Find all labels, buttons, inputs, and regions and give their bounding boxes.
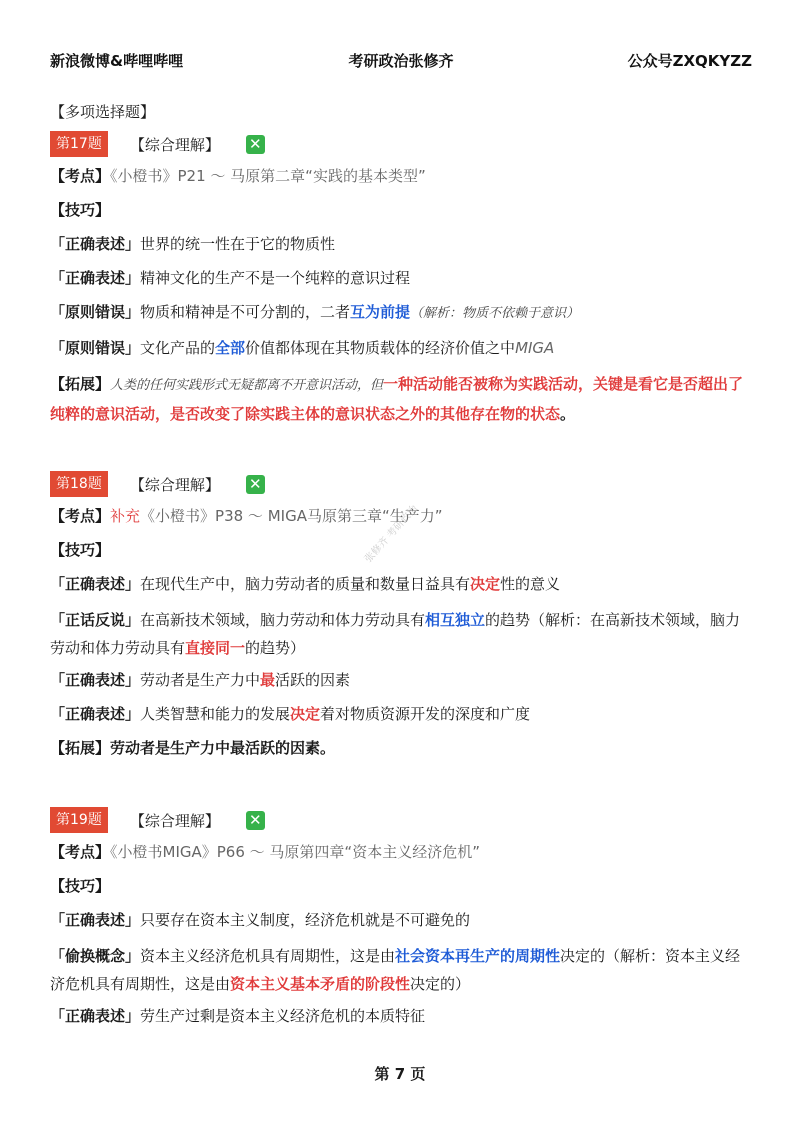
watermark: 张修齐 考研政治 bbox=[362, 503, 421, 566]
kaodian-line bbox=[50, 164, 750, 188]
kaodian-line bbox=[50, 840, 750, 864]
option-item bbox=[50, 908, 750, 932]
question-18-header bbox=[50, 470, 750, 498]
option-item bbox=[50, 572, 750, 596]
header-right: 公众号ZXQKYZZ bbox=[627, 52, 752, 70]
option-text: 价值都体现在其物质载体的经济价值之中 bbox=[245, 339, 516, 357]
option-item bbox=[50, 232, 750, 256]
option-item bbox=[50, 1004, 750, 1028]
option-label: 「正确表述」 bbox=[50, 671, 141, 689]
analysis-note: （解析：物质不依赖于意识） bbox=[410, 306, 580, 321]
question-number-badge: 第17题 bbox=[50, 131, 108, 157]
highlight-text: 相互独立 bbox=[425, 611, 486, 629]
option-text: 只要存在资本主义制度，经济危机就是不可避免的 bbox=[140, 911, 471, 929]
extension-label: 【拓展】 bbox=[50, 739, 111, 757]
extension-text: 人类的任何实践形式无疑都离不开意识活动，但 bbox=[110, 378, 384, 393]
highlight-text: 决定 bbox=[290, 705, 321, 723]
option-text: 资本主义经济危机具有周期性，这是由 bbox=[140, 947, 396, 965]
option-label: 「原则错误」 bbox=[50, 303, 141, 321]
section-title: 【多项选择题】 bbox=[50, 103, 156, 121]
page-number: 第 7 页 bbox=[374, 1065, 426, 1083]
question-19-header bbox=[50, 806, 750, 834]
page-header bbox=[50, 50, 752, 74]
option-text: 活跃的因素 bbox=[275, 671, 351, 689]
option-text: 着对物质资源开发的深度和广度 bbox=[320, 705, 531, 723]
highlight-text: 互为前提 bbox=[350, 303, 411, 321]
option-text: 劳动者是生产力中 bbox=[140, 671, 261, 689]
highlight-text: 决定 bbox=[470, 575, 501, 593]
option-text: 劳生产过剩是资本主义经济危机的本质特征 bbox=[140, 1007, 426, 1025]
kaodian-text: 《小橙书》P21 ～ 马原第二章“实践的基本类型” bbox=[110, 167, 426, 185]
wrong-mark-icon: ✕ bbox=[246, 135, 265, 154]
kaodian-line bbox=[50, 504, 750, 528]
extension-paragraph bbox=[50, 370, 750, 428]
option-label: 「正确表述」 bbox=[50, 575, 141, 593]
option-text: 人类智慧和能力的发展 bbox=[140, 705, 291, 723]
question-17-header bbox=[50, 130, 750, 158]
option-item bbox=[50, 300, 750, 326]
kaodian-label: 【考点】 bbox=[50, 507, 111, 525]
kaodian-text: 《小橙书MIGA》P66 ～ 马原第四章“资本主义经济危机” bbox=[110, 843, 480, 861]
highlight-text: 社会资本再生产的周期性 bbox=[395, 947, 561, 965]
option-label: 「正确表述」 bbox=[50, 705, 141, 723]
question-type: 【综合理解】 bbox=[129, 811, 220, 830]
option-text: 物质和精神是不可分割的，二者 bbox=[140, 303, 351, 321]
option-label: 「正确表述」 bbox=[50, 911, 141, 929]
question-number-badge: 第19题 bbox=[50, 807, 108, 833]
option-text: 精神文化的生产不是一个纯粹的意识过程 bbox=[140, 269, 411, 287]
option-item bbox=[50, 702, 750, 726]
option-text: 在现代生产中，脑力劳动者的质量和数量日益具有 bbox=[140, 575, 471, 593]
analysis-note: 的趋势（解析：在高新技术领域，脑力劳动和体力劳动具有 bbox=[50, 611, 741, 657]
option-text: 性的意义 bbox=[500, 575, 561, 593]
option-item bbox=[50, 942, 750, 998]
option-label: 「偷换概念」 bbox=[50, 947, 141, 965]
analysis-note: 的趋势） bbox=[245, 639, 306, 657]
option-item bbox=[50, 668, 750, 692]
option-text: 文化产品的 bbox=[140, 339, 216, 357]
analysis-note: 决定的（解析：资本主义经济危机具有周期性，这是由 bbox=[50, 947, 741, 993]
supplement-tag: 补充 bbox=[110, 507, 141, 525]
option-label: 「原则错误」 bbox=[50, 339, 141, 357]
highlight-text: 全部 bbox=[215, 339, 246, 357]
option-text: 在高新技术领域，脑力劳动和体力劳动具有 bbox=[140, 611, 426, 629]
kaodian-label: 【考点】 bbox=[50, 843, 111, 861]
jiqiao-label: 【技巧】 bbox=[50, 541, 111, 559]
question-type: 【综合理解】 bbox=[129, 475, 220, 494]
question-type: 【综合理解】 bbox=[129, 135, 220, 154]
wrong-mark-icon: ✕ bbox=[246, 475, 265, 494]
option-text: 世界的统一性在于它的物质性 bbox=[140, 235, 336, 253]
kaodian-label: 【考点】 bbox=[50, 167, 111, 185]
wrong-mark-icon: ✕ bbox=[246, 811, 265, 830]
option-label: 「正话反说」 bbox=[50, 611, 141, 629]
option-item bbox=[50, 606, 750, 662]
highlight-text: 直接同一 bbox=[185, 639, 246, 657]
extension-text: 劳动者是生产力中最活跃的因素。 bbox=[110, 739, 336, 757]
miga-tag: MIGA bbox=[515, 339, 555, 357]
header-left: 新浪微博&哔哩哔哩 bbox=[50, 52, 184, 70]
analysis-note: 决定的） bbox=[410, 975, 471, 993]
jiqiao-label: 【技巧】 bbox=[50, 201, 111, 219]
header-center: 考研政治张修齐 bbox=[348, 52, 454, 70]
option-item bbox=[50, 336, 750, 360]
option-item bbox=[50, 266, 750, 290]
extension-label: 【拓展】 bbox=[50, 375, 111, 393]
option-label: 「正确表述」 bbox=[50, 269, 141, 287]
extension-text: 。 bbox=[560, 405, 576, 423]
option-label: 「正确表述」 bbox=[50, 1007, 141, 1025]
question-number-badge: 第18题 bbox=[50, 471, 108, 497]
highlight-text: 一种活动能否被称为实践活动，关键是看它是否超出了纯粹的意识活动，是否改变了除实践主体的意识状态之外的其他存在物的状态 bbox=[50, 375, 744, 423]
jiqiao-label: 【技巧】 bbox=[50, 877, 111, 895]
option-label: 「正确表述」 bbox=[50, 235, 141, 253]
highlight-text: 资本主义基本矛盾的阶段性 bbox=[230, 975, 411, 993]
document-body bbox=[50, 100, 750, 1038]
kaodian-text: 《小橙书》P38 ～ MIGA马原第三章“生产力” bbox=[140, 507, 443, 525]
extension-paragraph bbox=[50, 736, 750, 760]
highlight-text: 最 bbox=[260, 671, 276, 689]
